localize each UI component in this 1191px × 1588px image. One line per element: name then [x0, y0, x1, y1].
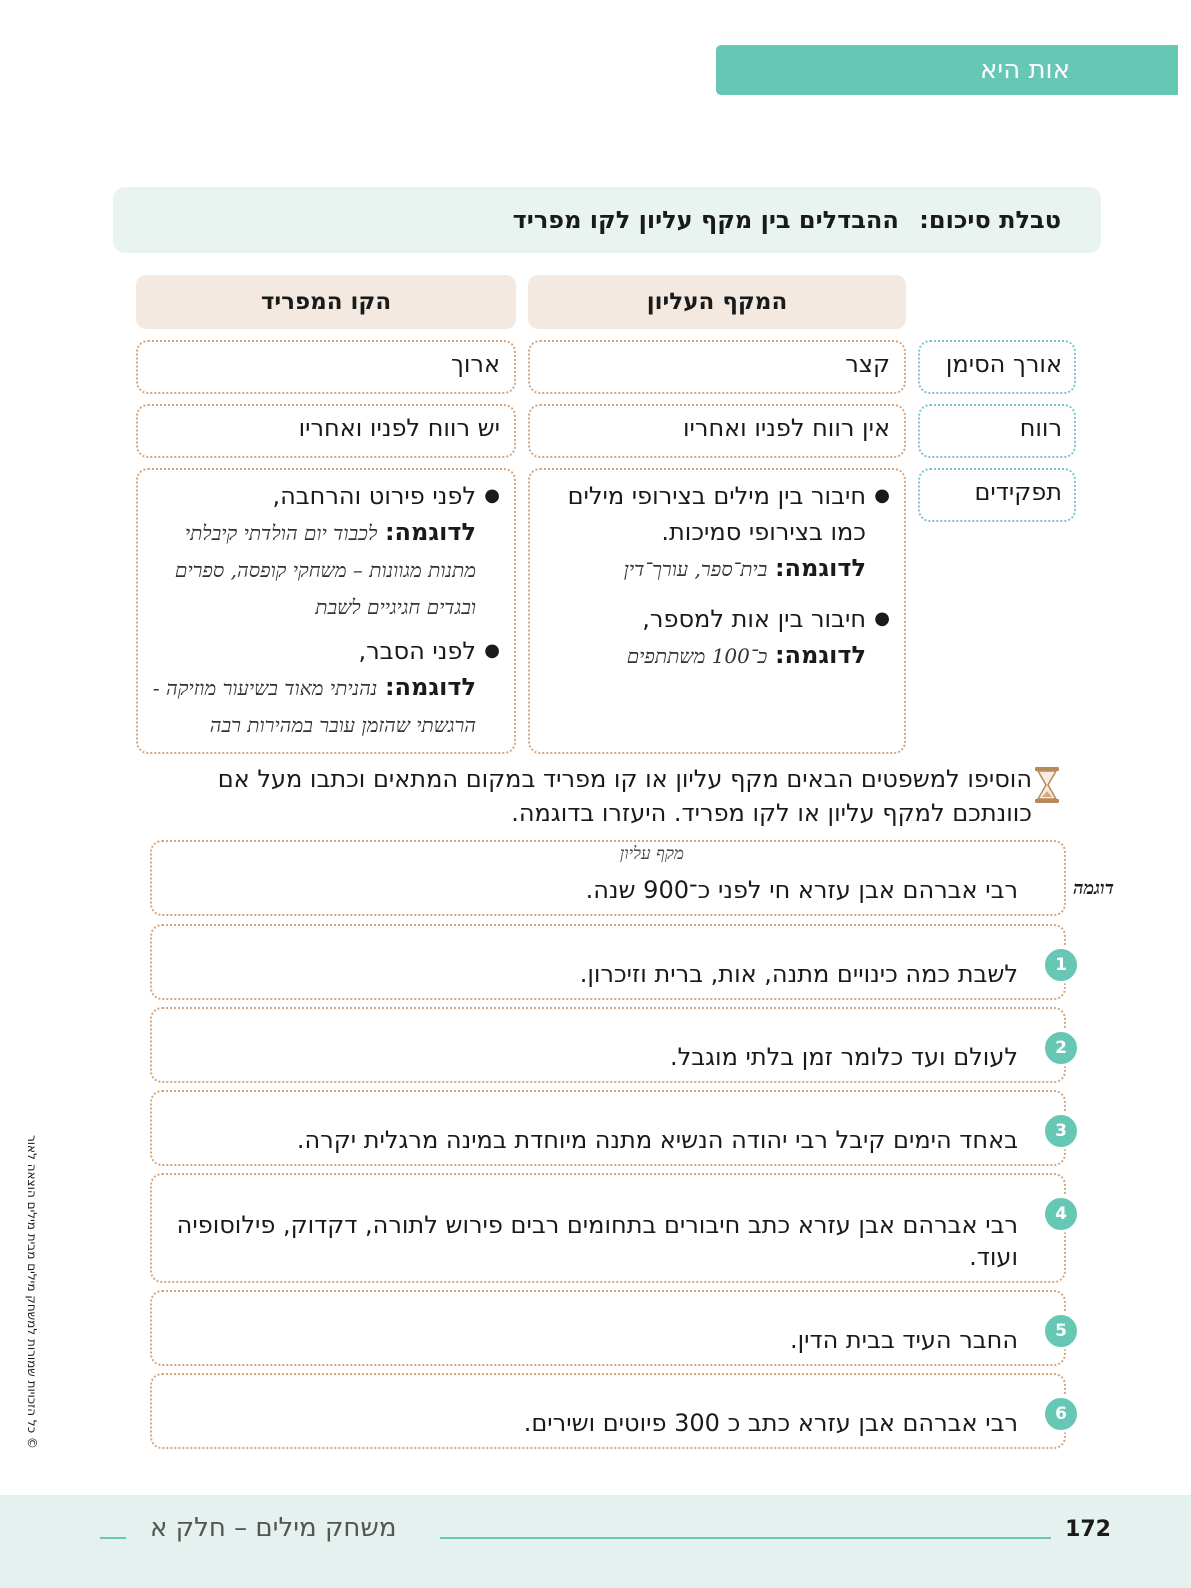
- row-label-roles: [918, 468, 1076, 522]
- example-sentence-text: רבי אברהם אבן עזרא חי לפני כ־900 שנה.: [585, 876, 1018, 904]
- book-title: משחק מילים – חלק א: [150, 1513, 397, 1543]
- summary-banner: [113, 187, 1101, 253]
- hourglass-icon: [1034, 766, 1060, 804]
- summary-label: טבלת סיכום:: [919, 206, 1061, 234]
- role-text: לפני הסבר,: [358, 637, 476, 665]
- sentence-box-4[interactable]: [150, 1173, 1066, 1283]
- example-label: לדוגמה:: [774, 641, 866, 669]
- topic-tab: [716, 45, 1178, 95]
- sentence-text: רבי אברהם אבן עזרא כתב חיבורים בתחומים רבים פירוש לתורה, דקדוק, פילוסופיה ועוד.: [176, 1211, 1018, 1271]
- row-label-length: [918, 340, 1076, 394]
- row-label-text: תפקידים: [974, 478, 1062, 506]
- sentence-box-5[interactable]: [150, 1290, 1066, 1366]
- roles-list-maqaf: [540, 478, 890, 674]
- role-text: לפני פירוט והרחבה,: [272, 482, 476, 510]
- instruction-text: הוסיפו למשפטים הבאים מקף עליון או קו מפריד במקום המתאים וכתבו מעל אם כוונתכם למקף עליון או לקו מפריד. היעזרו בדוגמה.: [217, 765, 1032, 827]
- page-number: 172: [1065, 1517, 1111, 1542]
- footer-divider: [440, 1537, 1051, 1539]
- sentence-text: לעולם ועד כלומר זמן בלתי מוגבל.: [670, 1043, 1018, 1071]
- sentence-box-6[interactable]: [150, 1373, 1066, 1449]
- cell-kav-roles: [136, 468, 516, 754]
- handwritten-example: בית־ספר, עורך־דין: [623, 557, 768, 581]
- list-item: [148, 633, 500, 743]
- row-label-space: [918, 404, 1076, 458]
- list-item: [540, 478, 890, 587]
- cell-maqaf-length: [528, 340, 906, 394]
- sentence-number-badge: 2: [1042, 1029, 1080, 1067]
- example-tag: דוגמה: [1073, 878, 1114, 899]
- sentence-box-1[interactable]: [150, 924, 1066, 1000]
- copyright-text: © כל הזכויות שמורות למשחק מילים מבית מילים הוצאה לאור: [25, 1135, 39, 1449]
- example-sentence-box: [150, 840, 1114, 916]
- copyright-notice: [21, 1135, 41, 1455]
- sentence-box-2[interactable]: [150, 1007, 1066, 1083]
- row-label-text: אורך הסימן: [945, 350, 1062, 378]
- sentence-number-badge: 6: [1042, 1395, 1080, 1433]
- row-label-text: רווח: [1019, 414, 1062, 442]
- sentence-text: החבר העיד בבית הדין.: [789, 1326, 1018, 1354]
- topic-title: אות היא: [980, 55, 1070, 85]
- sentence-number-badge: 4: [1042, 1195, 1080, 1233]
- role-text: חיבור בין מילים בצירופי מילים כמו בצירופי סמיכות.: [567, 482, 866, 546]
- handwritten-example: לכבוד יום הולדתי קיבלתי מתנות מגוונות – משחקי קופסה, ספרים ובגדים חגיגיים לשבת: [174, 521, 476, 619]
- cell-text: ארוך: [450, 350, 500, 378]
- sentence-text: רבי אברהם אבן עזרא כתב כ 300 פיוטים ושירים.: [523, 1409, 1018, 1437]
- example-label: לדוגמה:: [774, 554, 866, 582]
- page-footer: [0, 1495, 1191, 1588]
- sentence-box-3[interactable]: [150, 1090, 1066, 1166]
- roles-list-kav: [148, 478, 500, 743]
- sentence-number-badge: 5: [1042, 1312, 1080, 1350]
- cell-maqaf-roles: [528, 468, 906, 754]
- handwritten-example: נהניתי מאוד בשיעור מוזיקה - הרגשתי שהזמן עובר במהירות רבה: [152, 676, 476, 737]
- col-header-kav: הקו המפריד: [136, 275, 516, 329]
- cell-kav-space: [136, 404, 516, 458]
- cell-text: יש רווח לפניו ואחריו: [298, 414, 500, 442]
- role-text: חיבור בין אות למספר,: [642, 605, 866, 633]
- cell-maqaf-space: [528, 404, 906, 458]
- sentence-text: באחד הימים קיבל רבי יהודה הנשיא מתנה מיוחדת במינה מרגלית יקרה.: [296, 1126, 1018, 1154]
- list-item: [540, 601, 890, 674]
- cell-text: אין רווח לפניו ואחריו: [683, 414, 890, 442]
- cell-text: קצר: [845, 350, 890, 378]
- summary-title: ההבדלים בין מקף עליון לקו מפריד: [512, 206, 899, 234]
- handwritten-example: כ־100 משתתפים: [626, 644, 768, 668]
- example-label: לדוגמה:: [384, 673, 476, 701]
- footer-divider: [100, 1537, 126, 1539]
- cell-kav-length: [136, 340, 516, 394]
- sentence-text: לשבת כמה כינויים מתנה, אות, ברית וזיכרון.: [579, 960, 1018, 988]
- handwritten-annotation: מקף עליון: [619, 844, 684, 864]
- list-item: [148, 478, 500, 625]
- example-label: לדוגמה:: [384, 518, 476, 546]
- sentence-number-badge: 1: [1042, 946, 1080, 984]
- col-header-maqaf: המקף העליון: [528, 275, 906, 329]
- sentence-number-badge: 3: [1042, 1112, 1080, 1150]
